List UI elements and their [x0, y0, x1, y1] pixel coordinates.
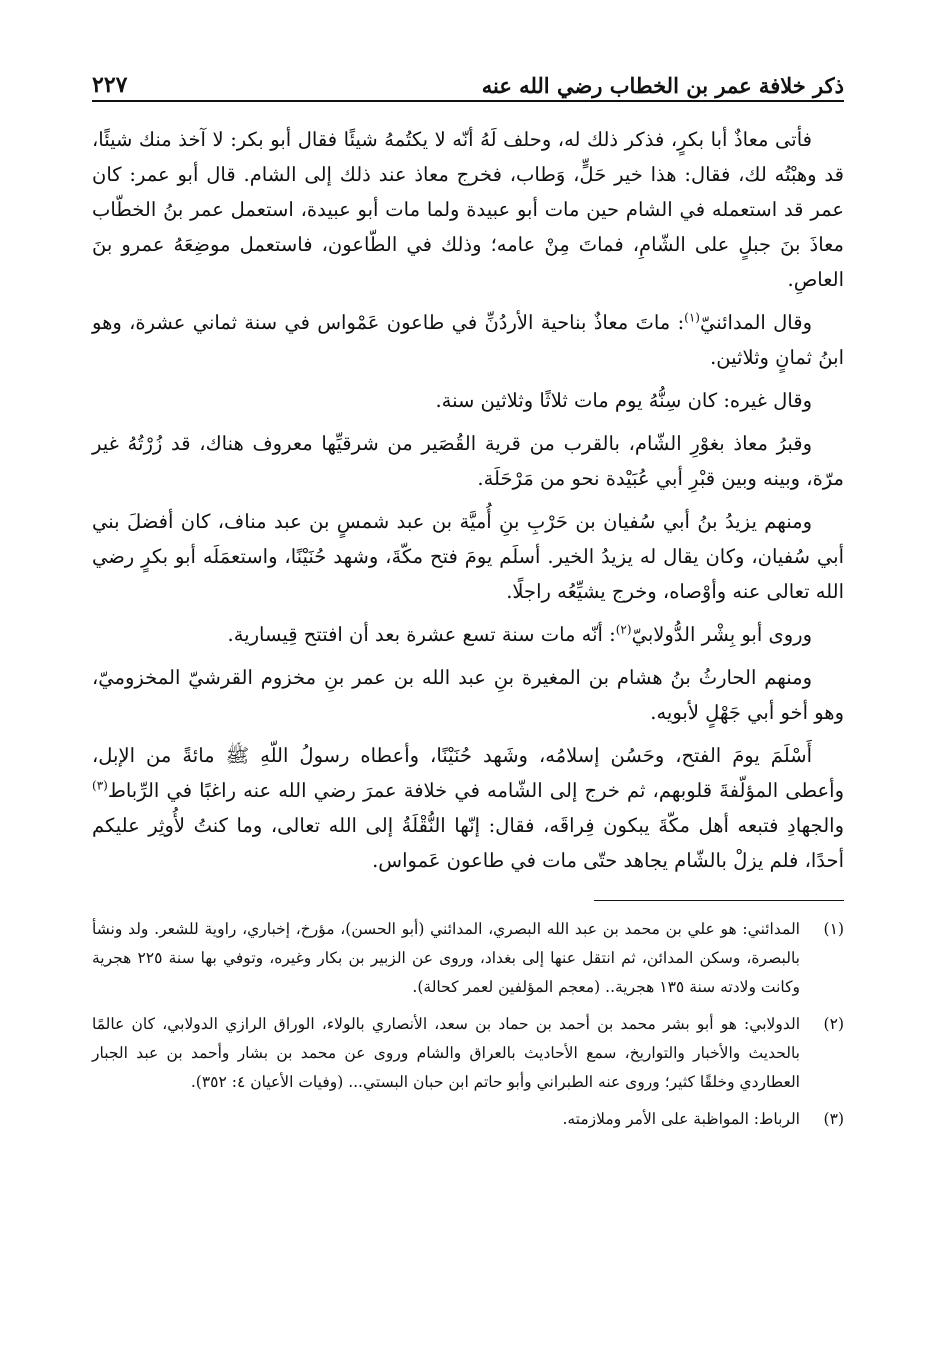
paragraph-5: ومنهم يزيدُ بنُ أبي سُفيان بن حَرْبِ بنِ أُميَّة بن عبد شمسٍ بن عبد مناف، كان أفضلَ بني أبي سُفيان، وكان يقال له يزيدُ الخير. أسلَم يومَ فتح مكّةَ، وشهد حُنَيْنًا، واستعمَلَه أبو بكرٍ رضي الله تعالى عنه وأوْصاه، وخرج يشيِّعُه راجلًا.	[92, 510, 844, 603]
footnote-text: الرباط: المواظبة على الأمر وملازمته.	[562, 1110, 800, 1128]
paragraph-6	[92, 617, 844, 652]
footnote-ref-2[interactable]: (٢)	[615, 622, 632, 637]
header-rule	[92, 100, 844, 102]
paragraph-3: وقال غيره: كان سِنُّهُ يوم مات ثلاثًا وثلاثين سنة.	[435, 389, 812, 412]
paragraph-8-end: والجهادِ فتبعه أهل مكّةَ يبكون فِراقَه، فقال: إنّها النُّقْلَةُ إلى الله تعالى، وما كنتُ لأُوثِر عليكم أحدًا، فلم يزلْ بالشّام يجاهد حتّى مات في طاعون عَمواس.	[92, 814, 844, 872]
paragraph-6-start: وروى أبو بِشْر الدُّولابيّ	[631, 623, 812, 646]
footnotes	[92, 915, 844, 1134]
footnote-text: المدائني: هو علي بن محمد بن عبد الله البصري، المدائني (أبو الحسن)، مؤرخ، إخباري، راوية للشعر. ولد ونشأ بالبصرة، وسكن المدائن، ثم انتقل عنها إلى بغداد، وروى عن الزبير بن بكار وغيره، وتوفي بها سنة ٢٢٥ هجرية وكانت ولادته سنة ١٣٥ هجرية.. (معجم المؤلفين لعمر كحالة).	[92, 920, 800, 996]
running-header	[92, 58, 844, 98]
footnote-ref-1[interactable]: (١)	[684, 310, 700, 325]
paragraph-7: ومنهم الحارثُ بنُ هشام بن المغيرة بنِ عبد الله بن عمر بنِ مخزوم القرشيّ المخزوميّ، وهو أخو أبي جَهْلٍ لأبويه.	[92, 666, 844, 724]
book-page	[92, 58, 844, 1318]
footnote-text: الدولابي: هو أبو بشر محمد بن أحمد بن حماد بن سعد، الأنصاري بالولاء، الوراق الرازي الدولابي، كان عالمًا بالحديث والأخبار والتواريخ، سمع الأحاديث بالعراق والشام وروى عن محمد بن بشار وأحمد بن عبد الجبار العطاردي وخلقًا كثير؛ وروى عنه الطبراني وأبو حاتم ابن حبان البستي... (وفيات الأعيان ٤: ٣٥٢).	[92, 1015, 800, 1091]
footnote-1	[92, 915, 844, 1002]
page-number: ٢٢٧	[92, 72, 128, 98]
paragraph-8	[92, 738, 844, 878]
footnote-2	[92, 1010, 844, 1097]
paragraph-2	[92, 305, 844, 375]
paragraph-4: وقبرُ معاذ بغوْرِ الشّام، بالقرب من قرية القُصَير من شرقيِّها معروف هناك، قد زُرْتُهُ غير مرّة، وبينه وبين قبْرِ أبي عُبَيْدة نحو من مَرْحَلَة.	[92, 432, 844, 490]
footnote-number: (٢)	[823, 1015, 844, 1033]
header-title: ذكر خلافة عمر بن الخطاب رضي الله عنه	[481, 73, 844, 98]
footnote-ref-3[interactable]: (٣)	[92, 778, 108, 793]
paragraph-2-start: وقال المدائنيّ	[699, 311, 812, 334]
main-text	[92, 122, 844, 878]
footnote-separator	[594, 900, 844, 901]
paragraph-1: فأتى معاذٌ أبا بكرٍ، فذكر ذلك له، وحلف لَهُ أنّه لا يكتُمهُ شيئًا فقال أبو بكر: لا آخذ منك شيئًا، قد وهبْتُه لك، فقال: هذا خير حَلٍّ، وَطاب، فخرج معاذ عند ذلك إلى الشام. قال أبو عمر: كان عمر قد استعمله في الشام حين مات أبو عبيدة ولما مات أبو عبيدة، استعمل عمر بنُ الخطّاب معاذَ بنَ جبلٍ على الشّامِ، فماتَ مِنْ عامه؛ وذلك في الطّاعون، فاستعمل موضِعَهُ عمرو بنَ العاصِ.	[92, 128, 844, 291]
footnote-number: (١)	[823, 920, 844, 938]
paragraph-6-end: : أنّه مات سنة تسع عشرة بعد أن افتتح قِيسارية.	[227, 623, 616, 646]
paragraph-2-end: : ماتَ معاذٌ بناحية الأردُنِّ في طاعون عَمْواس في سنة ثماني عشرة، وهو ابنُ ثمانٍ وثلاثين.	[92, 311, 844, 369]
paragraph-8-start: أَسْلَمَ يومَ الفتح، وحَسُن إسلامُه، وشَهد حُنَيْنًا، وأعطاه رسولُ اللّهِ ﷺ مائةً من الإبل، وأعطى المؤلّفةَ قلوبهم، ثم خرج إلى الشّامه في خلافة عمرَ رضي الله عنه راغبًا في الرِّباط	[92, 744, 844, 802]
footnote-number: (٣)	[823, 1110, 844, 1128]
footnote-3	[92, 1105, 844, 1134]
